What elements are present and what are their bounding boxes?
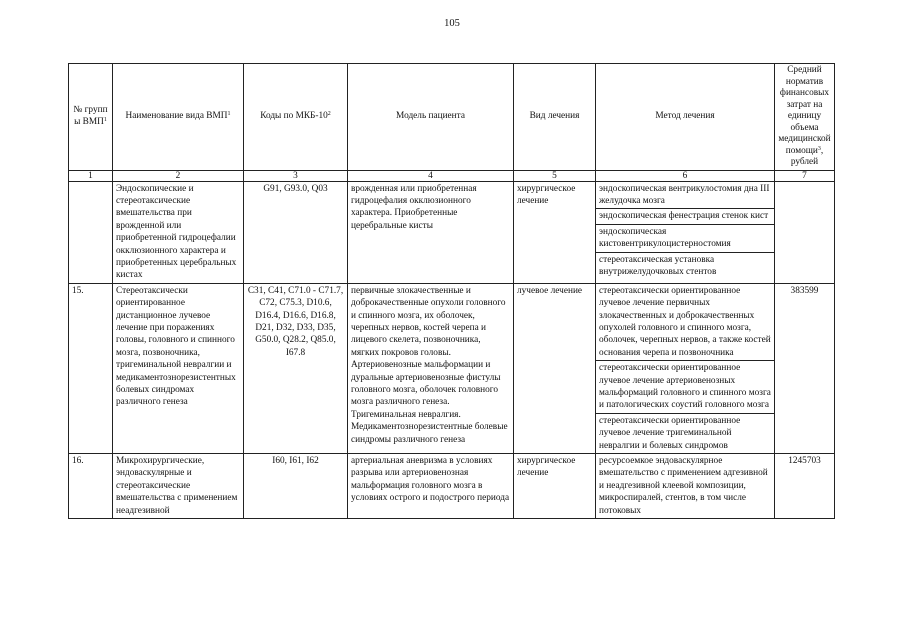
treatment-methods-cell	[596, 454, 775, 519]
vmp-name-cell: Стереотаксически ориентированное дистанционное лучевое лечение при поражениях головы, головного и спинного мозга, позвоночника, тригеминальной невралгии и медикаментознорезистентных болевых синдромах различного генеза	[113, 283, 244, 453]
column-number: 7	[775, 170, 835, 181]
treatment-method-item: стереотаксически ориентированное лучевое лечение артериовенозных мальформаций головного и спинного мозга и патологических соустий головного мозга	[596, 361, 774, 414]
icd-codes-cell: C31, C41, C71.0 - C71.7, C72, C75.3, D10.6, D16.4, D16.6, D16.8, D21, D32, D33, D35, G50.0, Q28.2, Q85.0, I67.8	[244, 283, 348, 453]
treatment-method-item: стереотаксическая установка внутрижелудочковых стентов	[599, 254, 717, 277]
column-number: 1	[69, 170, 113, 181]
header-patient-model: Модель пациента	[348, 64, 514, 171]
table-row	[69, 454, 835, 519]
treatment-type-cell: хирургическое лечение	[514, 181, 596, 283]
treatment-method-item: ресурсоемкое эндоваскулярное вмешательство с применением адгезивной и неадгезивной клеевой композиции, микроспиралей, стентов, в том числе потоковых	[599, 456, 768, 516]
treatment-type-cell: лучевое лечение	[514, 283, 596, 453]
vmp-table	[68, 63, 835, 519]
column-number-row	[69, 170, 835, 181]
treatment-method-item: стереотаксически ориентированное лучевое лечение первичных злокачественных и доброкачественных опухолей головного и спинного мозга, оболочек, черепных нервов, а также костей основания черепа и позвоночника	[596, 284, 774, 361]
treatment-method-item: эндоскопическая кистовентрикулоцистерностомия	[596, 225, 774, 253]
header-treatment-type: Вид лечения	[514, 64, 596, 171]
vmp-name-cell: Эндоскопические и стереотаксические вмешательства при врожденной или приобретенной гидроцефалии окклюзионного характера и приобретенных церебральных кистах	[113, 181, 244, 283]
treatment-type-cell: хирургическое лечение	[514, 454, 596, 519]
average-cost-cell: 1245703	[775, 454, 835, 519]
table-row	[69, 283, 835, 453]
patient-model-cell: артериальная аневризма в условиях разрыва или артериовенозная мальформация головного мозга в условиях острого и подострого периода	[348, 454, 514, 519]
page-number: 105	[444, 18, 460, 29]
vmp-name-cell: Микрохирургические, эндоваскулярные и стереотаксические вмешательства с применением неадгезивной	[113, 454, 244, 519]
header-vmp-name: Наименование вида ВМП$^1$	[113, 64, 244, 171]
treatment-method-item: эндоскопическая фенестрация стенок кист	[596, 209, 774, 224]
header-average-cost: Средний норматив финансовых затрат на единицу объема медицинской помощи$^3$, рублей	[775, 64, 835, 171]
treatment-methods-cell	[596, 181, 775, 283]
patient-model-cell: первичные злокачественные и доброкачественные опухоли головного и спинного мозга, их оболочек, черепных нервов, костей черепа и лицевого скелета, позвоночника, мягких покровов головы. Артериовенозные мальформации и дуральные артериовенозные фистулы головного мозга, оболочек головного мозга различного генеза. Тригеминальная невралгия. Медикаментознорезистентные болевые синдромы различного генеза	[348, 283, 514, 453]
average-cost-cell	[775, 181, 835, 283]
column-number: 2	[113, 170, 244, 181]
group-number-cell: 16.	[69, 454, 113, 519]
column-number: 4	[348, 170, 514, 181]
group-number-cell: 15.	[69, 283, 113, 453]
icd-codes-cell: G91, G93.0, Q03	[244, 181, 348, 283]
icd-codes-cell: I60, I61, I62	[244, 454, 348, 519]
patient-model-cell: врожденная или приобретенная гидроцефалия окклюзионного характера. Приобретенные церебральные кисты	[348, 181, 514, 283]
header-group-number: № групп ы ВМП$^1$	[69, 64, 113, 171]
column-number: 3	[244, 170, 348, 181]
average-cost-cell: 383599	[775, 283, 835, 453]
header-treatment-method: Метод лечения	[596, 64, 775, 171]
treatment-method-item: стереотаксически ориентированное лучевое лечение тригеминальной невралгии и болевых синдромов	[599, 415, 741, 451]
table-row	[69, 181, 835, 283]
treatment-methods-cell	[596, 283, 775, 453]
column-number: 6	[596, 170, 775, 181]
treatment-method-item: эндоскопическая вентрикулостомия дна III желудочка мозга	[596, 182, 774, 210]
header-row	[69, 64, 835, 171]
header-icd-codes: Коды по МКБ-$10^2$	[244, 64, 348, 171]
column-number: 5	[514, 170, 596, 181]
group-number-cell	[69, 181, 113, 283]
